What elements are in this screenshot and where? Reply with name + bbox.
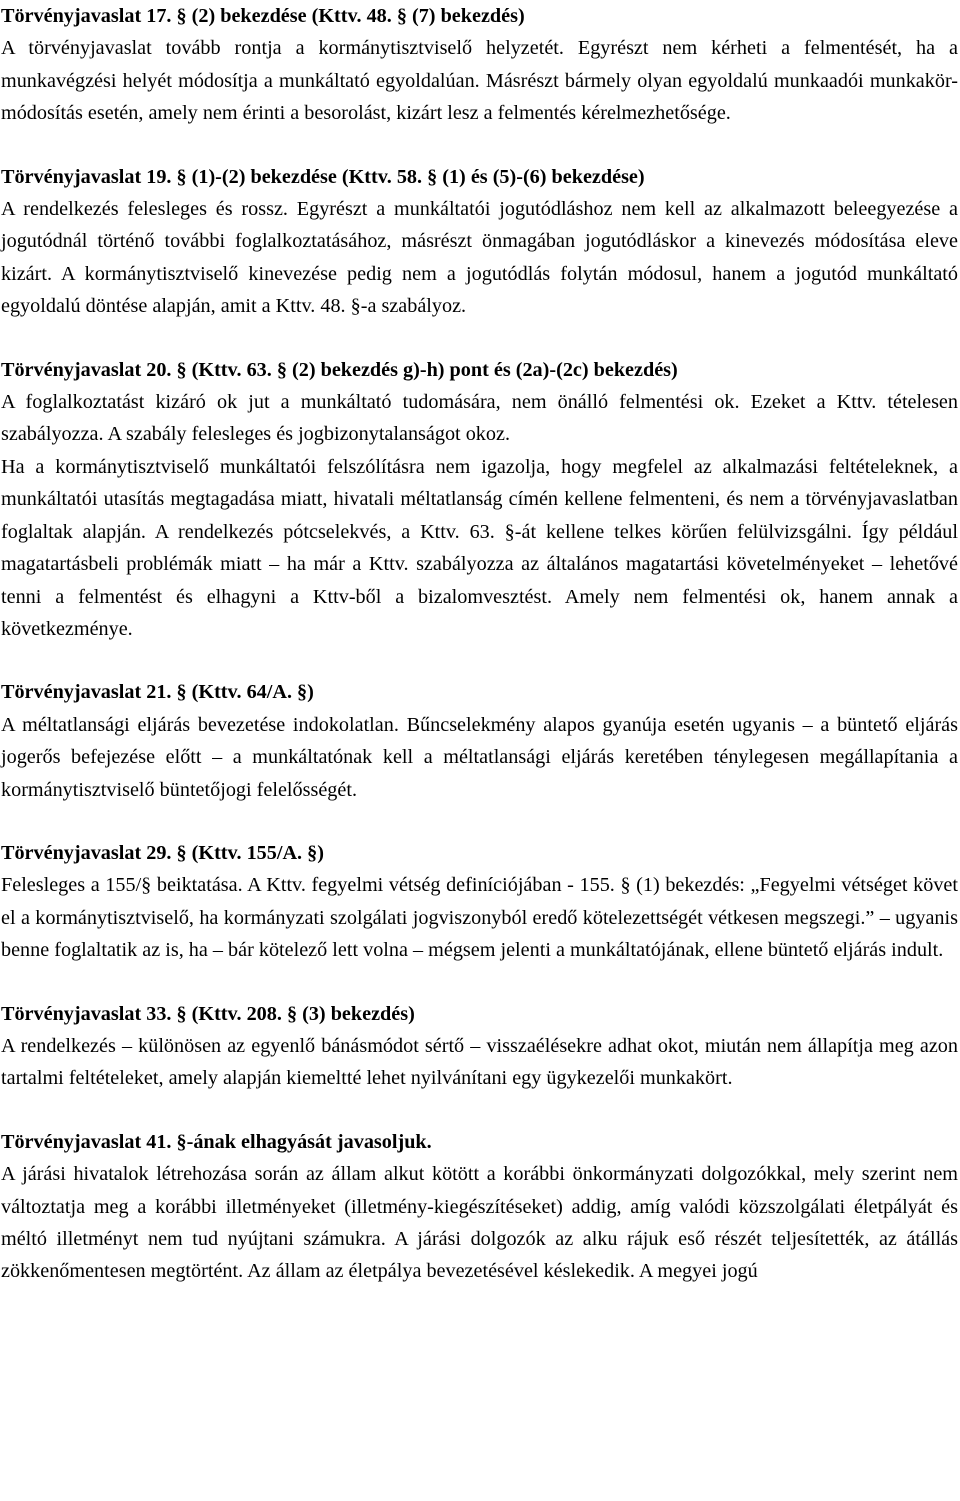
section-17 xyxy=(1,0,958,130)
section-20 xyxy=(1,354,958,646)
section-heading: Törvényjavaslat 29. § (Kttv. 155/A. §) xyxy=(1,841,324,864)
section-19 xyxy=(1,161,958,323)
section-33 xyxy=(1,998,958,1095)
section-41 xyxy=(1,1126,958,1288)
section-21 xyxy=(1,676,958,806)
section-paragraph: A törvényjavaslat tovább rontja a kormánytisztviselő helyzetét. Egyrészt nem kérheti a felmentését, ha a munkavégzési helyét módosítja a munkáltató egyoldalúan. Másrészt bármely olyan egyoldalú munkaadói munkakör-módosítás esetén, amely nem érinti a besorolást, kizárt lesz a felmentés kérelmezhetősége. xyxy=(1,37,958,125)
section-heading: Törvényjavaslat 19. § (1)-(2) bekezdése (Kttv. 58. § (1) és (5)-(6) bekezdése) xyxy=(1,165,645,188)
section-paragraph: Ha a kormánytisztviselő munkáltatói felszólításra nem igazolja, hogy megfelel az alkalmazási feltételeknek, a munkáltatói utasítás megtagadása miatt, hivatali méltatlanság címén kellene felmenteni, és nem a törvényjavaslatban foglaltak alapján. A rendelkezés pótcselekvés, a Kttv. 63. §-át kellene telkes körűen felülvizsgálni. Így például magatartásbeli problémák miatt – ha már a Kttv. szabályozza az általános magatartási követelményeket – lehetővé tenni a felmentést és elhagyni a Kttv-ből a bizalomvesztést. Amely nem felmentési ok, hanem annak a következménye. xyxy=(1,455,958,640)
section-paragraph: A rendelkezés felesleges és rossz. Egyrészt a munkáltatói jogutódláshoz nem kell az alkalmazott beleegyezése a jogutódnál történő további foglalkoztatásához, másrészt önmagában jogutódláskor a kinevezés módosítása eleve kizárt. A kormánytisztviselő kinevezése pedig nem a jogutódlás folytán módosul, hanem a jogutód munkáltató egyoldalú döntése alapján, amit a Kttv. 48. §-a szabályoz. xyxy=(1,198,958,318)
section-heading: Törvényjavaslat 33. § (Kttv. 208. § (3) bekezdés) xyxy=(1,1002,415,1025)
section-paragraph: A méltatlansági eljárás bevezetése indokolatlan. Bűncselekmény alapos gyanúja esetén ugyanis – a büntető eljárás jogerős befejezése előtt – a munkáltatónak kell a méltatlansági eljárás keretében ténylegesen megállapítania a kormánytisztviselő büntetőjogi felelősségét. xyxy=(1,713,958,801)
section-heading: Törvényjavaslat 17. § (2) bekezdése (Kttv. 48. § (7) bekezdés) xyxy=(1,5,525,27)
section-heading: Törvényjavaslat 20. § (Kttv. 63. § (2) bekezdés g)-h) pont és (2a)-(2c) bekezdés) xyxy=(1,358,678,381)
section-heading: Törvényjavaslat 21. § (Kttv. 64/A. §) xyxy=(1,681,314,704)
section-29 xyxy=(1,837,958,967)
section-paragraph: Felesleges a 155/§ beiktatása. A Kttv. fegyelmi vétség definíciójában - 155. § (1) bekezdés: „Fegyelmi vétséget követ el a kormánytisztviselő, ha kormányzati szolgálati jogviszonyból eredő kötelezettségét vétkesen megszegi.” – ugyanis benne foglaltatik az is, ha – bár kötelező lett volna – mégsem jelenti a munkáltatójának, ellene büntető eljárás indult. xyxy=(1,874,958,962)
section-heading: Törvényjavaslat 41. §-ának elhagyását javasoljuk. xyxy=(1,1130,432,1153)
section-paragraph: A foglalkoztatást kizáró ok jut a munkáltató tudomására, nem önálló felmentési ok. Ezeket a Kttv. tételesen szabályozza. A szabály felesleges és jogbizonytalanságot okoz. xyxy=(1,391,958,446)
section-paragraph: A rendelkezés – különösen az egyenlő bánásmódot sértő – visszaélésekre adhat okot, miután nem állapítja meg azon tartalmi feltételeket, amely alapján kiemeltté lehet nyilvánítani egy ügykezelői munkakört. xyxy=(1,1034,958,1090)
section-paragraph: A járási hivatalok létrehozása során az állam alkut kötött a korábbi önkormányzati dolgozókkal, mely szerint nem változtatja meg a korábbi illetményeket (illetmény-kiegészítéseket) addig, amíg valódi közszolgálati életpályát és méltó illetményt nem tud nyújtani számukra. A járási dolgozók az alku rájuk eső részét teljesítették, az átállás zökkenőmentesen megtörtént. Az állam az életpálya bevezetésével késlekedik. A megyei jogú xyxy=(1,1163,958,1283)
